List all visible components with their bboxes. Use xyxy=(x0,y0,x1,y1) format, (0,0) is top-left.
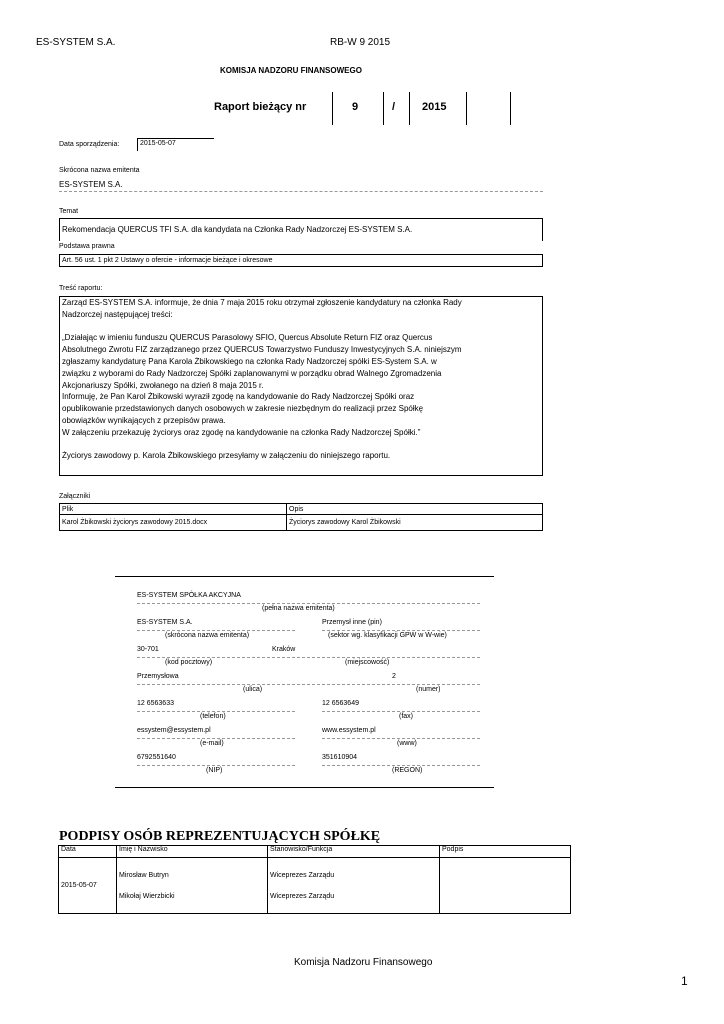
signatures-table xyxy=(58,845,571,914)
issuer-block-bottom-rule xyxy=(115,787,494,788)
issuer-fax-label: (fax) xyxy=(399,713,413,720)
issuer-full-name-label: (pełna nazwa emitenta) xyxy=(262,605,335,612)
attachments-col-file: Plik xyxy=(60,504,287,515)
signatures-col-date: Data xyxy=(59,846,117,858)
attachments-col-desc: Opis xyxy=(287,504,543,515)
content-box xyxy=(59,296,543,476)
divider xyxy=(137,738,295,739)
issuer-city-label: (miejscowość) xyxy=(345,659,390,666)
issuer-nip: 6792551640 xyxy=(137,754,176,761)
divider xyxy=(137,765,295,766)
prepared-date: 2015-05-07 xyxy=(137,138,214,151)
content-line: związku z wyborami do Rady Nadzorczej Spółki zaplanowanymi w porządku obrad Walnego Zgromadzenia xyxy=(62,368,442,378)
issuer-number: 2 xyxy=(392,673,396,680)
divider xyxy=(137,657,480,658)
issuer-phone-label: (telefon) xyxy=(200,713,226,720)
issuer-postal: 30-701 xyxy=(137,646,159,653)
header-doc-code: RB-W 9 2015 xyxy=(330,37,391,48)
issuer-email-link[interactable]: essystem@essystem.pl xyxy=(137,727,211,734)
issuer-email-label: (e-mail) xyxy=(200,740,224,747)
content-line: „Działając w imieniu funduszu QUERCUS Parasolowy SFIO, Quercus Absolute Return FIZ oraz Quercus xyxy=(62,333,433,343)
legal-basis-label: Podstawa prawna xyxy=(59,243,115,250)
issuer-www-label: (www) xyxy=(397,740,417,747)
issuer-fax: 12 6563649 xyxy=(322,700,359,707)
divider xyxy=(322,738,480,739)
signatures-col-name: Imię i Nazwisko xyxy=(117,846,268,858)
issuer-number-label: (numer) xyxy=(416,686,441,693)
content-line: W załączeniu przekazuję życiorys oraz zgodę na kandydowanie na członka Rady Nadzorczej Spółki.” xyxy=(62,427,421,437)
issuer-block-top-rule xyxy=(115,576,494,577)
content-line: Absolutnego Zwrotu FIZ zarządzanego przez QUERCUS Towarzystwo Funduszy Inwestycyjnych S.A. niniejszym xyxy=(62,345,462,355)
subject-label: Temat xyxy=(59,208,79,215)
divider xyxy=(137,684,480,685)
issuer-city: Kraków xyxy=(272,646,296,653)
report-divider xyxy=(466,92,467,125)
page-number: 1 xyxy=(681,974,688,988)
issuer-regon-label: (REGON) xyxy=(392,767,423,774)
attachment-file-link[interactable]: Karol Żbikowski życiorys zawodowy 2015.docx xyxy=(60,515,287,531)
signer-position: Wiceprezes Zarządu xyxy=(270,871,335,879)
content-line: zgłaszamy kandydaturę Pana Karola Żbikowskiego na członka Rady Nadzorczej spółki ES-System S.A. w xyxy=(62,356,437,366)
attachment-desc: Życiorys zawodowy Karol Żbikowski xyxy=(287,515,543,531)
footer-text: Komisja Nadzoru Finansowego xyxy=(294,957,433,968)
content-line: Informuję, że Pan Karol Żbikowski wyraził zgodę na kandydowanie do Rady Nadzorczej Spółki oraz xyxy=(62,392,415,402)
header-company: ES-SYSTEM S.A. xyxy=(36,37,116,48)
issuer-full-name: ES-SYSTEM SPÓŁKA AKCYJNA xyxy=(137,592,241,599)
issuer-www-link[interactable]: www.essystem.pl xyxy=(322,727,376,734)
issuer-nip-label: (NIP) xyxy=(206,767,223,774)
divider xyxy=(137,630,295,631)
subject-value: Rekomendacja QUERCUS TFI S.A. dla kandydata na Członka Rady Nadzorczej ES-SYSTEM S.A. xyxy=(59,218,543,241)
issuer-street-label: (ulica) xyxy=(243,686,263,693)
report-label: Raport bieżący nr xyxy=(214,101,307,113)
divider xyxy=(322,711,480,712)
report-divider xyxy=(409,92,410,125)
content-line: Akcjonariuszy Spółki, zwołanego na dzień 8 maja 2015 r. xyxy=(62,380,264,390)
divider xyxy=(322,765,480,766)
signer-name: Mikołaj Wierzbicki xyxy=(119,892,175,900)
divider xyxy=(137,711,295,712)
issuer-regon: 351610904 xyxy=(322,754,358,761)
issuer-postal-label: (kod pocztowy) xyxy=(165,659,213,666)
report-number: 9 xyxy=(352,101,359,113)
issuer-sector: Przemysł inne (pin) xyxy=(322,619,382,626)
signature-cell xyxy=(440,858,571,914)
authority-title: KOMISJA NADZORU FINANSOWEGO xyxy=(220,66,362,75)
content-label: Treść raportu: xyxy=(59,285,103,292)
content-line: obowiązków wynikających z przepisów prawa. xyxy=(62,415,226,425)
issuer-sector-label: (sektor wg. klasyfikacji GPW w W-wie) xyxy=(328,632,447,639)
signatures-date: 2015-05-07 xyxy=(59,858,117,914)
issuer-short-label: Skrócona nazwa emitenta xyxy=(59,167,140,174)
report-year: 2015 xyxy=(422,101,447,113)
content-line: Życiorys zawodowy p. Karola Żbikowskiego przesyłamy w załączeniu do niniejszego raportu. xyxy=(62,451,391,461)
prepared-label: Data sporządzenia: xyxy=(59,141,120,148)
content-line xyxy=(62,439,540,451)
report-divider xyxy=(383,92,384,125)
signatures-col-position: Stanowisko/Funkcja xyxy=(268,846,440,858)
legal-basis-value: Art. 56 ust. 1 pkt 2 Ustawy o ofercie - informacje bieżące i okresowe xyxy=(59,254,543,267)
divider xyxy=(137,603,480,604)
content-line xyxy=(62,321,540,333)
divider xyxy=(542,218,543,241)
content-line: Zarząd ES-SYSTEM S.A. informuje, że dnia 7 maja 2015 roku otrzymał zgłoszenie kandydatury na członka Rady xyxy=(62,298,462,307)
report-separator: / xyxy=(392,101,396,113)
report-divider xyxy=(332,92,333,125)
signer-name: Mirosław Butryn xyxy=(119,871,169,879)
issuer-short-value: ES-SYSTEM S.A. xyxy=(59,180,123,189)
issuer-short-name: ES-SYSTEM S.A. xyxy=(137,619,193,626)
content-line: Nadzorczej następującej treści: xyxy=(62,309,173,319)
content-line: opublikowanie przedstawionych danych osobowych w zakresie niezbędnym do realizacji przez Spółkę xyxy=(62,404,424,414)
attachments-table xyxy=(59,503,543,531)
report-divider xyxy=(510,92,511,125)
issuer-street: Przemysłowa xyxy=(137,673,179,680)
issuer-short-name-label: (skrócona nazwa emitenta) xyxy=(165,632,250,639)
attachments-label: Załączniki xyxy=(59,493,91,500)
signatures-title: PODPISY OSÓB REPREZENTUJĄCYCH SPÓŁKĘ xyxy=(59,829,381,844)
signer-position: Wiceprezes Zarządu xyxy=(270,892,335,900)
divider xyxy=(322,630,480,631)
signatures-col-signature: Podpis xyxy=(440,846,571,858)
issuer-phone: 12 6563633 xyxy=(137,700,174,707)
divider xyxy=(59,191,543,192)
